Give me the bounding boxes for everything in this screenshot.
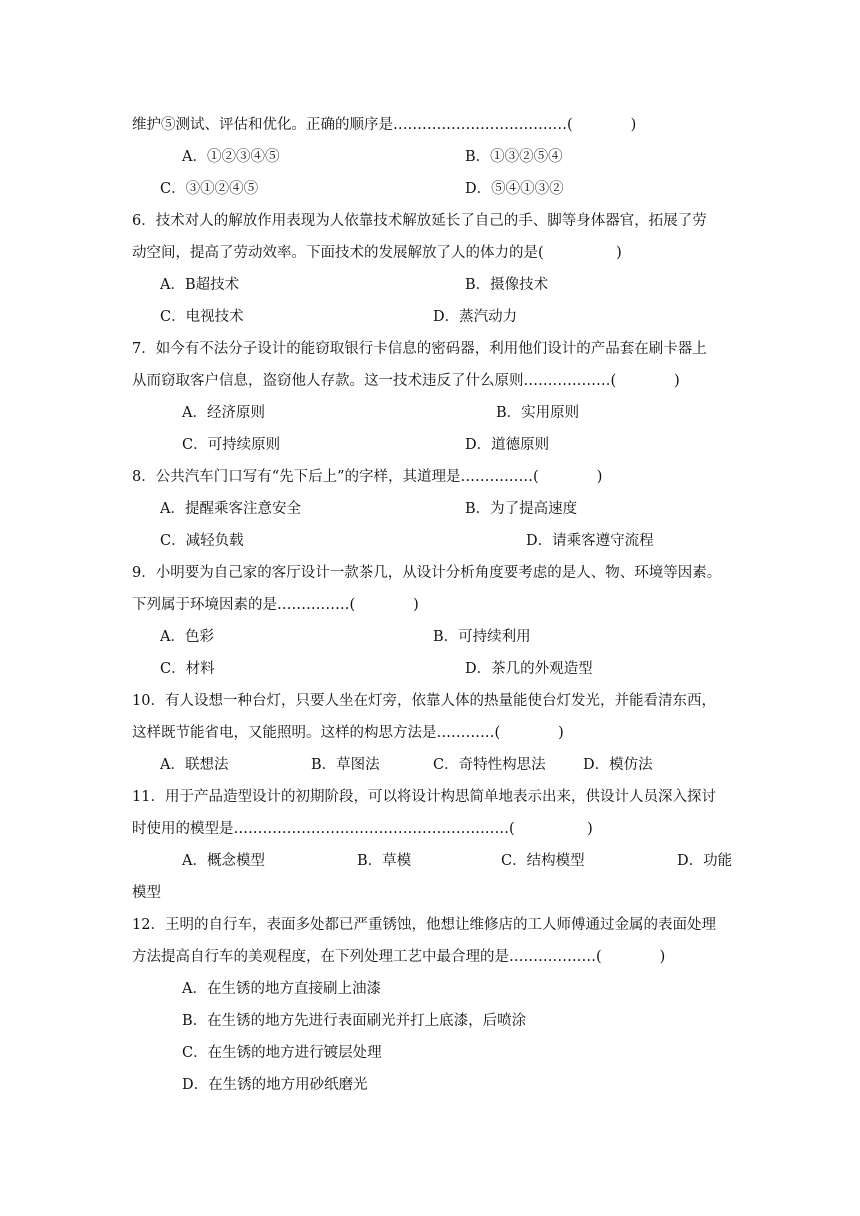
question-12-text: 12．王明的自行车，表面多处都已严重锈蚀，他想让维修店的工人师傅通过金属的表面处理 xyxy=(132,917,716,933)
q10-option-a: A．联想法 xyxy=(160,757,229,773)
q7-option-c: C．可持续原则 xyxy=(182,437,281,453)
q11-option-a: A．概念模型 xyxy=(182,853,265,869)
q7-option-b: B．实用原则 xyxy=(496,405,580,421)
q6-option-d: D．蒸汽动力 xyxy=(433,309,518,325)
question-6-text: 6．技术对人的解放作用表现为人依靠技术解放延长了自己的手、脚等身体器官，拓展了劳 xyxy=(132,213,707,229)
question-10-text: 这样既节能省电，又能照明。这样的构思方法是…………( ) xyxy=(132,725,564,741)
q12-option-c: C．在生锈的地方进行镀层处理 xyxy=(182,1045,382,1061)
q10-option-b: B．草图法 xyxy=(311,757,380,773)
q9-option-a: A．色彩 xyxy=(160,629,214,645)
q8-option-c: C．减轻负载 xyxy=(160,533,244,549)
q5-option-c: C．③①②④⑤ xyxy=(160,181,259,197)
question-12-text: 方法提高自行车的美观程度，在下列处理工艺中最合理的是………………( ) xyxy=(132,949,666,965)
q5-option-a: A．①②③④⑤ xyxy=(182,149,280,165)
question-11-text: 时使用的模型是…………………………………………………( ) xyxy=(132,821,593,837)
q6-option-b: B．摄像技术 xyxy=(465,277,549,293)
q8-option-a: A．提醒乘客注意安全 xyxy=(160,501,301,517)
question-7-text: 7．如今有不法分子设计的能窃取银行卡信息的密码器，利用他们设计的产品套在刷卡器上 xyxy=(132,341,707,357)
question-8-text: 8．公共汽车门口写有“先下后上”的字样，其道理是……………( ) xyxy=(132,469,603,485)
q11-option-b: B．草模 xyxy=(357,853,412,869)
q12-option-b: B．在生锈的地方先进行表面刷光并打上底漆，后喷涂 xyxy=(182,1013,527,1029)
q8-option-d: D．请乘客遵守流程 xyxy=(526,533,654,549)
question-7-text: 从而窃取客户信息，盗窃他人存款。这一技术违反了什么原则………………( ) xyxy=(132,373,680,389)
question-9-text: 下列属于环境因素的是……………( ) xyxy=(132,597,419,613)
q7-option-d: D．道德原则 xyxy=(465,437,550,453)
question-11-text: 11．用于产品造型设计的初期阶段，可以将设计构思简单地表示出来，供设计人员深入探讨 xyxy=(132,789,716,805)
q9-option-c: C．材料 xyxy=(160,661,215,677)
q5-option-b: B．①③②⑤④ xyxy=(465,149,563,165)
q6-option-c: C．电视技术 xyxy=(160,309,244,325)
q11-option-d: D．功能 xyxy=(677,853,733,869)
question-5-continuation: 维护⑤测试、评估和优化。正确的顺序是………………………………( ) xyxy=(132,117,637,133)
q10-option-c: C．奇特性构思法 xyxy=(433,757,546,773)
question-6-text: 动空间，提高了劳动效率。下面技术的发展解放了人的体力的是( ) xyxy=(132,245,622,261)
q12-option-a: A．在生锈的地方直接刷上油漆 xyxy=(182,981,381,997)
question-10-text: 10．有人设想一种台灯，只要人坐在灯旁，依靠人体的热量能使台灯发光，并能看清东西， xyxy=(132,693,716,709)
q11-option-d-wrap: 模型 xyxy=(132,885,161,901)
q6-option-a: A．B超技术 xyxy=(160,277,240,293)
q12-option-d: D．在生锈的地方用砂纸磨光 xyxy=(182,1077,368,1093)
q9-option-b: B．可持续利用 xyxy=(433,629,531,645)
q7-option-a: A．经济原则 xyxy=(182,405,265,421)
q8-option-b: B．为了提高速度 xyxy=(465,501,578,517)
q5-option-d: D．⑤④①③② xyxy=(465,181,564,197)
q11-option-c: C．结构模型 xyxy=(501,853,585,869)
q9-option-d: D．茶几的外观造型 xyxy=(465,661,593,677)
question-9-text: 9．小明要为自己家的客厅设计一款茶几，从设计分析角度要考虑的是人、物、环境等因素。 xyxy=(132,565,722,581)
q10-option-d: D．模仿法 xyxy=(583,757,653,773)
